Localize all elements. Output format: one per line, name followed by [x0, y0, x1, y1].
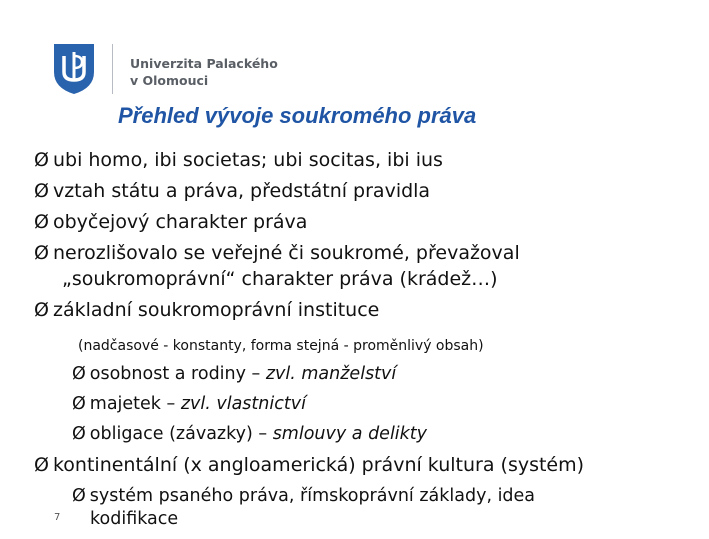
- sub-bullet-text: systém psaného práva, římskoprávní základy, idea: [89, 486, 536, 506]
- sub-bullet-continuation: kodifikace: [90, 509, 179, 529]
- slide-title: Přehled vývoje soukromého práva: [118, 103, 477, 128]
- sub-bullet-item: [72, 392, 306, 416]
- bullet-text: obyčejový charakter práva: [52, 211, 308, 233]
- sub-bullet-text: osobnost a rodiny –: [89, 364, 266, 384]
- sub-bullet-item: [72, 362, 396, 386]
- bullet-item: [34, 209, 307, 235]
- upol-logo-icon: [52, 42, 96, 96]
- bullet-arrow-icon: Ø: [34, 180, 49, 202]
- bullet-arrow-icon: Ø: [34, 242, 49, 264]
- bullet-continuation: „soukromoprávní“ charakter práva (krádež…): [62, 268, 498, 290]
- bullet-arrow-icon: Ø: [72, 486, 86, 506]
- sub-bullet-text: majetek –: [89, 394, 181, 414]
- sub-bullet-item: [72, 484, 535, 508]
- bullet-arrow-icon: Ø: [34, 299, 49, 321]
- bullet-text: vztah státu a práva, předstátní pravidla: [52, 180, 431, 202]
- bullet-arrow-icon: Ø: [34, 149, 49, 171]
- bullet-item: [34, 240, 520, 266]
- slide-number: 7: [54, 512, 61, 523]
- university-name: [130, 55, 278, 89]
- bullet-item: [34, 297, 379, 323]
- university-name-line2: v Olomouci: [130, 73, 209, 88]
- bullet-arrow-icon: Ø: [72, 424, 86, 444]
- bullet-item: [34, 147, 443, 173]
- bullet-item: [34, 178, 430, 204]
- institutions-note: (nadčasové - konstanty, forma stejná - proměnlivý obsah): [78, 338, 484, 354]
- sub-bullet-italic: zvl. vlastnictví: [180, 394, 306, 414]
- bullet-text: nerozlišovalo se veřejné či soukromé, převažoval: [52, 242, 520, 264]
- bullet-arrow-icon: Ø: [34, 454, 49, 476]
- sub-bullet-text: obligace (závazky) –: [89, 424, 273, 444]
- bullet-item: [34, 452, 584, 478]
- bullet-arrow-icon: Ø: [34, 211, 49, 233]
- bullet-arrow-icon: Ø: [72, 364, 86, 384]
- logo-divider: [112, 44, 113, 94]
- sub-bullet-italic: zvl. manželství: [265, 364, 397, 384]
- bullet-text: ubi homo, ibi societas; ubi socitas, ibi ius: [52, 149, 443, 171]
- bullet-arrow-icon: Ø: [72, 394, 86, 414]
- university-name-line1: Univerzita Palackého: [130, 56, 278, 71]
- bullet-text: základní soukromoprávní instituce: [52, 299, 380, 321]
- bullet-text: kontinentální (x angloamerická) právní kultura (systém): [52, 454, 585, 476]
- sub-bullet-item: [72, 422, 427, 446]
- sub-bullet-italic: smlouvy a delikty: [272, 424, 428, 444]
